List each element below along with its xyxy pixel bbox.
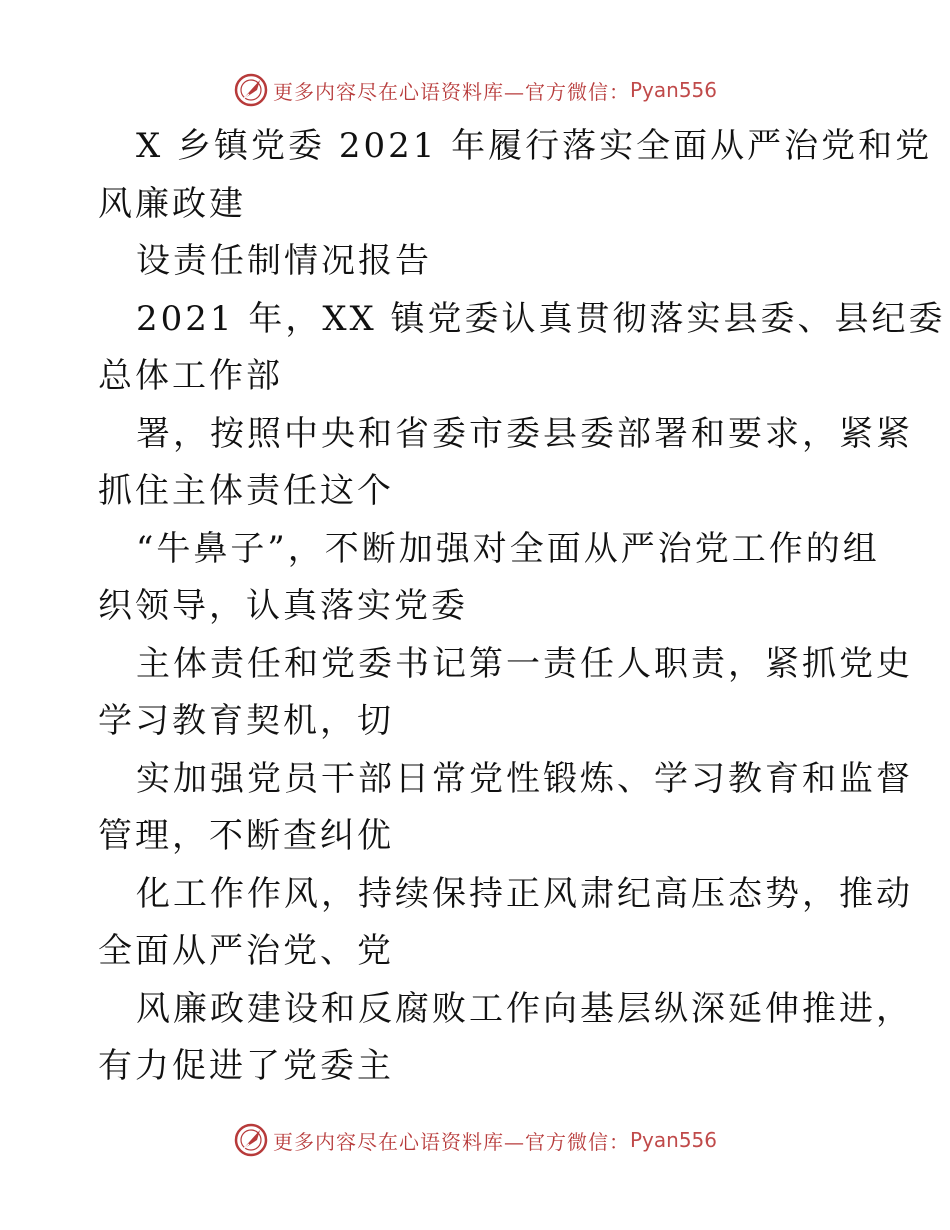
document-line: 总体工作部 bbox=[98, 356, 283, 396]
document-line: 织领导，认真落实党委 bbox=[98, 586, 468, 626]
quill-seal-icon bbox=[233, 72, 269, 108]
document-line: 有力促进了党委主 bbox=[98, 1046, 394, 1086]
document-body bbox=[98, 118, 946, 1096]
document-line: 风廉政建设和反腐败工作向基层纵深延伸推进， bbox=[136, 988, 913, 1029]
watermark-wechat-id: Pyan556 bbox=[629, 78, 717, 102]
watermark-text: 更多内容尽在心语资料库— bbox=[272, 1129, 525, 1154]
header-watermark-banner bbox=[0, 70, 950, 110]
document-line: 2021 年，XX 镇党委认真贯彻落实县委、县纪委 bbox=[136, 298, 946, 339]
document-line: 署，按照中央和省委市委县委部署和要求，紧紧 bbox=[136, 413, 913, 454]
watermark-text: 更多内容尽在心语资料库— bbox=[272, 79, 525, 104]
watermark-wechat-label: 官方微信： bbox=[524, 1129, 630, 1154]
document-line: 主体责任和党委书记第一责任人职责，紧抓党史 bbox=[136, 643, 913, 684]
watermark-wechat-id: Pyan556 bbox=[629, 1128, 717, 1152]
watermark-wechat-label: 官方微信： bbox=[524, 79, 630, 104]
document-line: “牛鼻子”，不断加强对全面从严治党工作的组 bbox=[136, 528, 880, 569]
document-line: X 乡镇党委 2021 年履行落实全面从严治党和党 bbox=[136, 126, 933, 166]
document-line: 学习教育契机，切 bbox=[98, 701, 394, 741]
document-line: 抓住主体责任这个 bbox=[98, 471, 394, 511]
document-line: 实加强党员干部日常党性锻炼、学习教育和监督 bbox=[136, 758, 913, 799]
document-line: 管理，不断查纠优 bbox=[98, 816, 394, 856]
quill-seal-icon bbox=[233, 1122, 269, 1158]
document-line: 化工作作风，持续保持正风肃纪高压态势，推动 bbox=[136, 873, 913, 914]
footer-watermark-banner bbox=[0, 1120, 950, 1160]
document-line: 风廉政建 bbox=[98, 183, 246, 224]
document-line: 全面从严治党、党 bbox=[98, 931, 394, 971]
document-line: 设责任制情况报告 bbox=[136, 241, 432, 281]
